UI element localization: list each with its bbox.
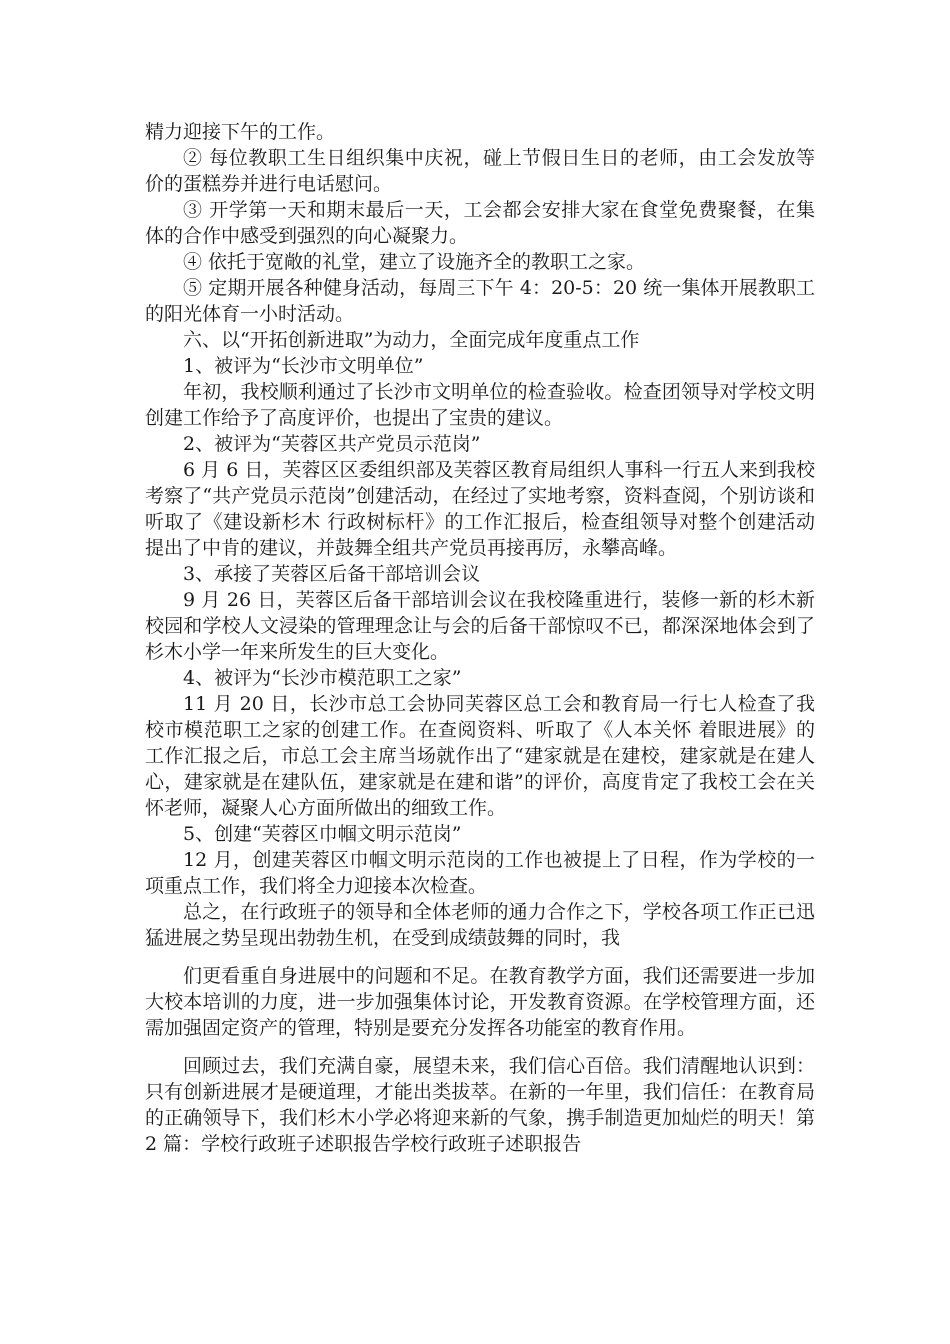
paragraph: 6 月 6 日，芙蓉区区委组织部及芙蓉区教育局组织人事科一行五人来到我校考察了“共产党员示范岗”创建活动，在经过了实地考察，资料查阅，个别访谈和听取了《建设新杉木 行政树标杆》的工作汇报后，检查组领导对整个创建活动提出了中肯的建议，并鼓舞全组共产党员再接再厉，永攀高峰。: [145, 459, 815, 559]
paragraph: ② 每位教职工生日组织集中庆祝，碰上节假日生日的老师，由工会发放等价的蛋糕券并进行电话慰问。: [145, 147, 815, 195]
sub-heading: 2、被评为“芙蓉区共产党员示范岗”: [183, 433, 481, 455]
paragraph: 9 月 26 日，芙蓉区后备干部培训会议在我校隆重进行，装修一新的杉木新校园和学校人文浸染的管理理念让与会的后备干部惊叹不已，都深深地体会到了杉木小学一年来所发生的巨大变化。: [145, 589, 815, 663]
section-heading: 六、以“开拓创新进取”为动力，全面完成年度重点工作: [183, 329, 640, 351]
paragraph: ③ 开学第一天和期末最后一天，工会都会安排大家在食堂免费聚餐，在集体的合作中感受到强烈的向心凝聚力。: [145, 199, 815, 247]
paragraph: 精力迎接下午的工作。: [145, 121, 336, 143]
paragraph: 们更看重自身进展中的问题和不足。在教育教学方面，我们还需要进一步加大校本培训的力度，进一步加强集体讨论，开发教育资源。在学校管理方面，还需加强固定资产的管理，特别是要充分发挥各功能室的教育作用。: [145, 965, 815, 1039]
paragraph: 总之，在行政班子的领导和全体老师的通力合作之下，学校各项工作正已迅猛进展之势呈现出勃勃生机，在受到成绩鼓舞的同时，我: [145, 901, 815, 949]
paragraph: 回顾过去，我们充满自豪，展望未来，我们信心百倍。我们清醒地认识到：只有创新进展才是硬道理，才能出类拔萃。在新的一年里，我们信任：在教育局的正确领导下，我们杉木小学必将迎来新的气象，携手制造更加灿烂的明天！第 2 篇：学校行政班子述职报告学校行政班子述职报告: [145, 1055, 815, 1155]
paragraph: 11 月 20 日，长沙市总工会协同芙蓉区总工会和教育局一行七人检查了我校市模范职工之家的创建工作。在查阅资料、听取了《人本关怀 着眼进展》的工作汇报之后，市总工会主席当场就作出了“建家就是在建校，建家就是在建人心，建家就是在建队伍，建家就是在建和谐”的评价，高度肯定了我校工会在关怀老师，凝聚人心方面所做出的细致工作。: [145, 693, 815, 819]
sub-heading: 4、被评为“长沙市模范职工之家”: [183, 667, 462, 689]
paragraph: 年初，我校顺利通过了长沙市文明单位的检查验收。检查团领导对学校文明创建工作给予了高度评价，也提出了宝贵的建议。: [145, 381, 815, 429]
sub-heading: 3、承接了芙蓉区后备干部培训会议: [183, 563, 481, 585]
paragraph: ④ 依托于宽敞的礼堂，建立了设施齐全的教职工之家。: [183, 251, 646, 273]
paragraph: 12 月，创建芙蓉区巾帼文明示范岗的工作也被提上了日程，作为学校的一项重点工作，我们将全力迎接本次检查。: [145, 849, 815, 897]
document-page: [145, 119, 815, 1157]
sub-heading: 5、创建“芙蓉区巾帼文明示范岗”: [183, 823, 462, 845]
sub-heading: 1、被评为“长沙市文明单位”: [183, 355, 424, 377]
paragraph: ⑤ 定期开展各种健身活动，每周三下午 4：20-5：20 统一集体开展教职工的阳光体育一小时活动。: [145, 277, 815, 325]
